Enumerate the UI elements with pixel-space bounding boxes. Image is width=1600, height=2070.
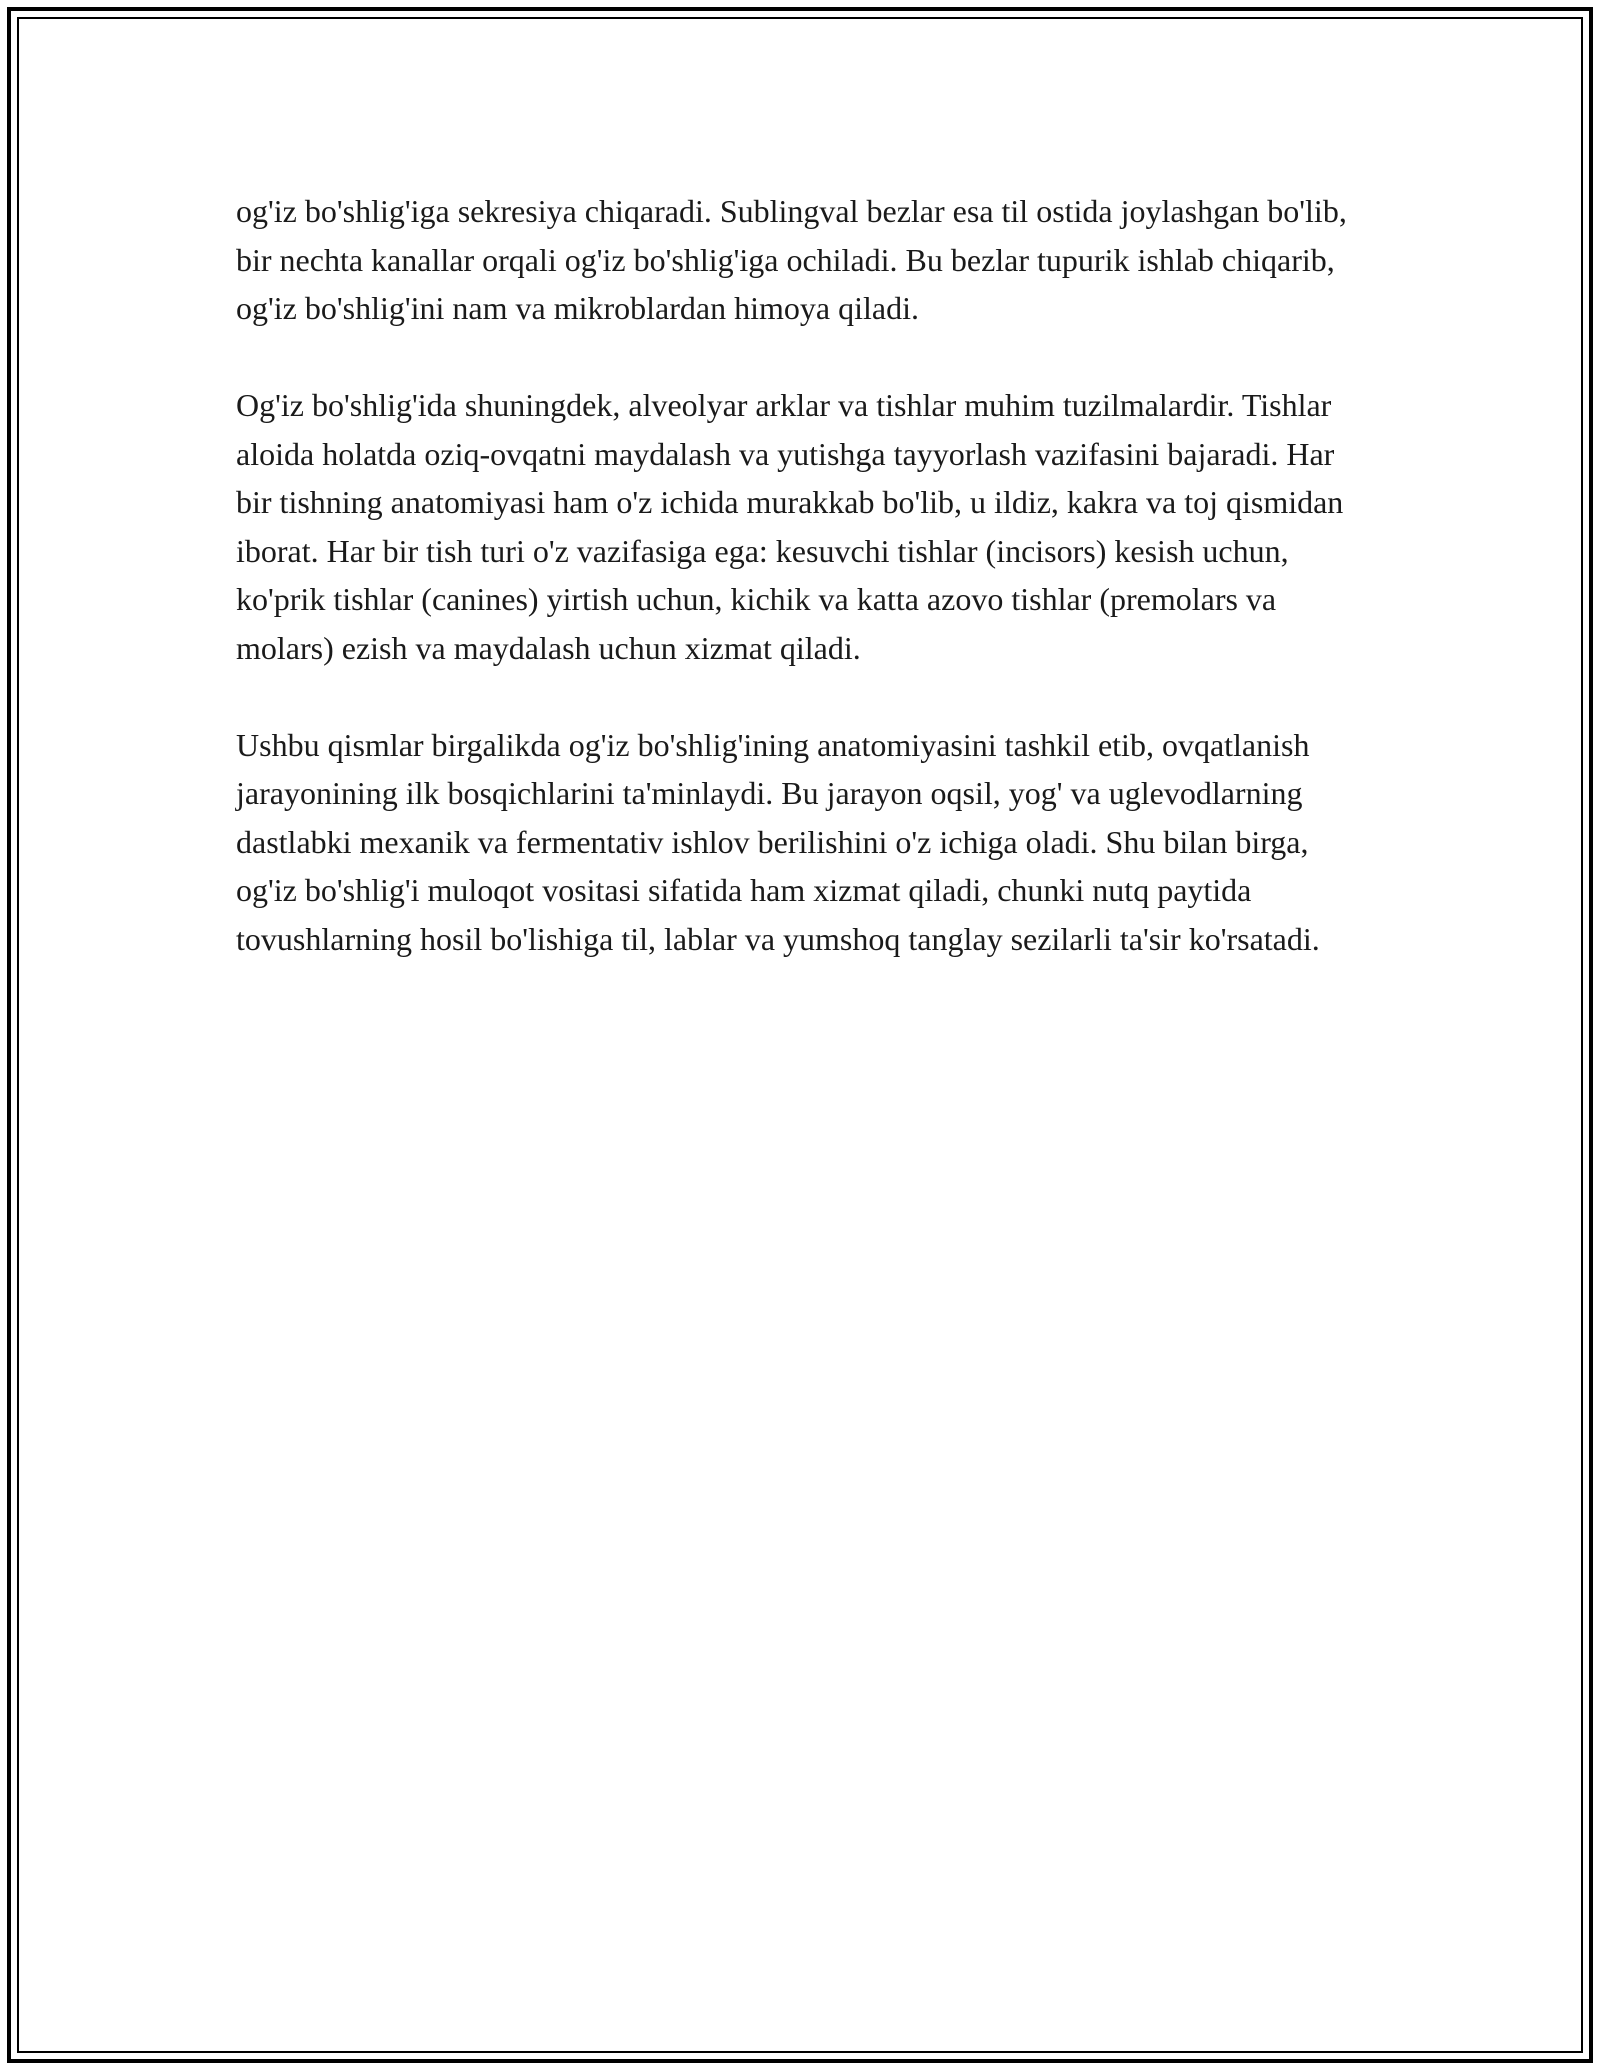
paragraph-3: Ushbu qismlar birgalikda og'iz bo'shlig'ining anatomiyasini tashkil etib, ovqatlanish jarayonining ilk bosqichlarini ta'minlaydi. Bu jarayon oqsil, yog' va uglevodlarning dastlabki mexanik va fermentativ ishlov berilishini o'z ichiga oladi. Shu bilan birga, og'iz bo'shlig'i muloqot vositasi sifatida ham xizmat qiladi, chunki nutq paytida tovushlarning hosil bo'lishiga til, lablar va yumshoq tanglay sezilarli ta'sir ko'rsatadi. <box>236 726 1320 957</box>
document-body <box>236 187 1376 1012</box>
paragraph-2: Og'iz bo'shlig'ida shuningdek, alveolyar arklar va tishlar muhim tuzilmalardir. Tishlar aloida holatda oziq-ovqatni maydalash va yutishga tayyorlash vazifasini bajaradi. Har bir tishning anatomiyasi ham o'z ichida murakkab bo'lib, u ildiz, kakra va toj qismidan iborat. Har bir tish turi o'z vazifasiga ega: kesuvchi tishlar (incisors) kesish uchun, ko'prik tishlar (canines) yirtish uchun, kichik va katta azovo tishlar (premolars va molars) ezish va maydalash uchun xizmat qiladi. <box>236 387 1344 666</box>
paragraph-1: og'iz bo'shlig'iga sekresiya chiqaradi. Sublingval bezlar esa til ostida joylashgan bo'lib, bir nechta kanallar orqali og'iz bo'shlig'iga ochiladi. Bu bezlar tupurik ishlab chiqarib, og'iz bo'shlig'ini nam va mikroblardan himoya qiladi. <box>236 193 1347 326</box>
